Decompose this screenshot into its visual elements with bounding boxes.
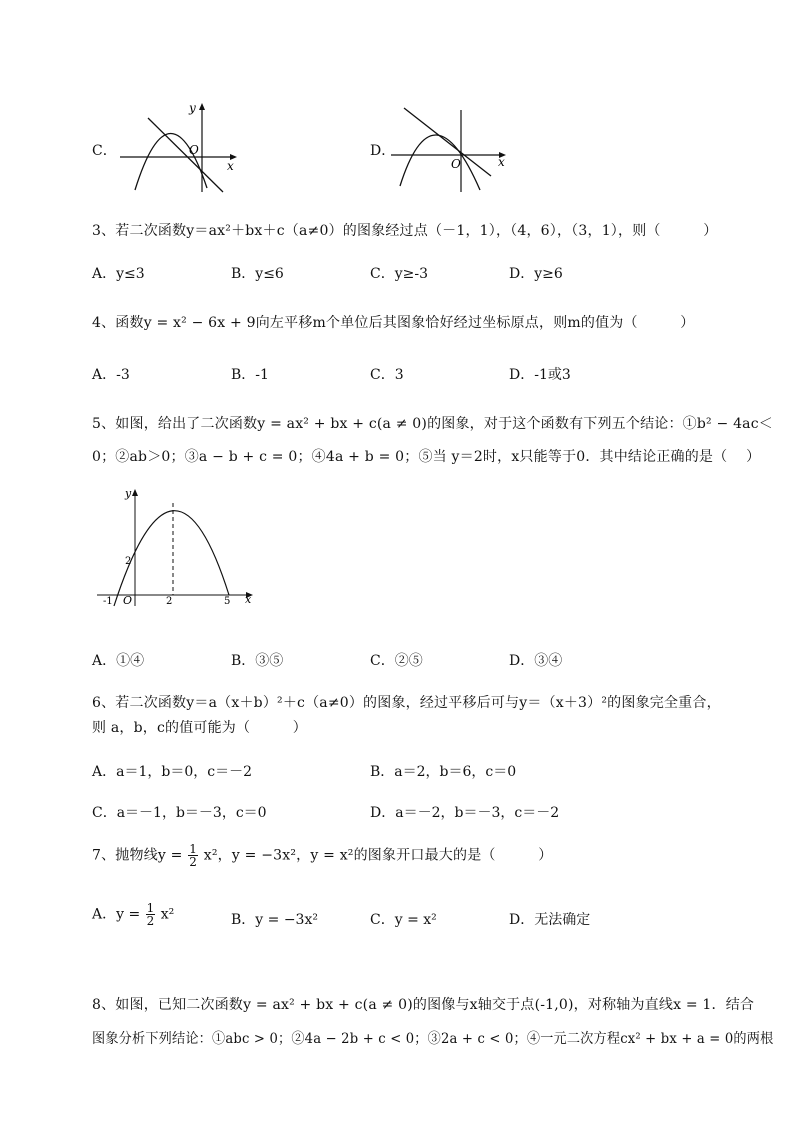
q4-option-d: D．-1或3 [509, 367, 571, 383]
q3-option-b: B．y≤6 [231, 266, 284, 282]
graph-c [115, 98, 245, 194]
q7-option-b: B．y = −3x² [231, 912, 318, 928]
graph-c-y-label: y [189, 101, 196, 115]
q6-option-c: C．a＝－1，b＝－3，c＝0 [92, 805, 267, 821]
graph-c-origin-label: O [189, 143, 199, 157]
question-5-line-1: 5、如图，给出了二次函数y = ax² + bx + c(a ≠ 0)的图象，对于这个函数有下列五个结论：①b² − 4ac＜ [92, 416, 773, 432]
q5-tick-x5: 5 [224, 596, 231, 607]
q5-option-a: A．①④ [92, 653, 145, 669]
option-c-label: C． [92, 143, 117, 159]
q5-option-b: B．③⑤ [231, 653, 284, 669]
q6-option-a: A．a＝1，b＝0，c＝－2 [92, 764, 252, 780]
q3-option-a: A．y≤3 [92, 266, 145, 282]
q3-option-c: C．y≥-3 [370, 266, 428, 282]
q7-option-a-denominator: 2 [146, 914, 155, 928]
question-3-stem: 3、若二次函数y＝ax²＋bx＋c（a≠0）的图象经过点（－1，1），（4，6），（3，1），则（ ） [92, 223, 718, 239]
graph-d [388, 104, 513, 194]
q7-stem-start: 7、抛物线y = [92, 847, 183, 864]
q4-option-c: C．3 [370, 367, 404, 383]
graph-q5 [95, 483, 265, 608]
q5-tick-x2: 2 [166, 596, 173, 607]
q7-fraction [188, 843, 198, 868]
q4-option-b: B．-1 [231, 367, 269, 383]
graph-d-origin-label: O [451, 157, 461, 171]
graph-c-x-label: x [227, 159, 234, 173]
q7-option-a [92, 902, 174, 927]
question-6-line-1: 6、若二次函数y＝a（x＋b）²＋c（a≠0）的图象，经过平移后可与y＝（x＋3）²的图象完全重合， [92, 695, 721, 711]
q7-stem-end: x²，y = −3x²，y = x²的图象开口最大的是（ ） [203, 847, 553, 864]
q5-origin-label: O [123, 594, 133, 607]
q7-fraction-denominator: 2 [189, 855, 198, 869]
option-d-label: D． [370, 143, 396, 159]
q7-option-a-fraction [146, 902, 156, 927]
graph-d-x-label: x [498, 155, 505, 169]
question-7-stem [92, 843, 552, 868]
q7-option-a-numerator: 1 [146, 901, 155, 915]
question-5-line-2: 0；②ab＞0；③a − b + c = 0；④4a + b = 0；⑤当 y＝2时，x只能等于0．其中结论正确的是（ ） [92, 449, 761, 465]
q6-option-b: B．a＝2，b＝6，c＝0 [370, 764, 517, 780]
q6-option-d: D．a＝－2，b＝－3，c＝－2 [370, 805, 560, 821]
q5-y-label: y [125, 487, 132, 500]
question-8-line-1: 8、如图，已知二次函数y = ax² + bx + c(a ≠ 0)的图像与x轴交于点(-1,0)，对称轴为直线x = 1．结合 [92, 997, 755, 1013]
question-4-stem: 4、函数y = x² − 6x + 9向左平移m个单位后其图象恰好经过坐标原点，则m的值为（ ） [92, 315, 695, 331]
q5-x-label: x [245, 593, 252, 606]
q7-option-d: D．无法确定 [509, 912, 591, 928]
q5-option-c: C．②⑤ [370, 653, 423, 669]
q5-tick-neg1: -1 [103, 596, 113, 607]
question-6-line-2: 则 a，b，c的值可能为（ ） [92, 720, 307, 736]
q7-option-c: C．y = x² [370, 912, 437, 928]
q7-option-a-pre: A．y = [92, 906, 141, 923]
question-8-line-2: 图象分析下列结论：①abc > 0；②4a − 2b + c < 0；③2a + c < 0；④一元二次方程cx² + bx + a = 0的两根 [92, 1031, 774, 1047]
q3-option-d: D．y≥6 [509, 266, 563, 282]
q5-option-d: D．③④ [509, 653, 563, 669]
q7-fraction-numerator: 1 [189, 842, 198, 856]
q7-option-a-post: x² [160, 906, 175, 923]
q4-option-a: A．-3 [92, 367, 130, 383]
q5-tick-y2: 2 [125, 556, 132, 567]
